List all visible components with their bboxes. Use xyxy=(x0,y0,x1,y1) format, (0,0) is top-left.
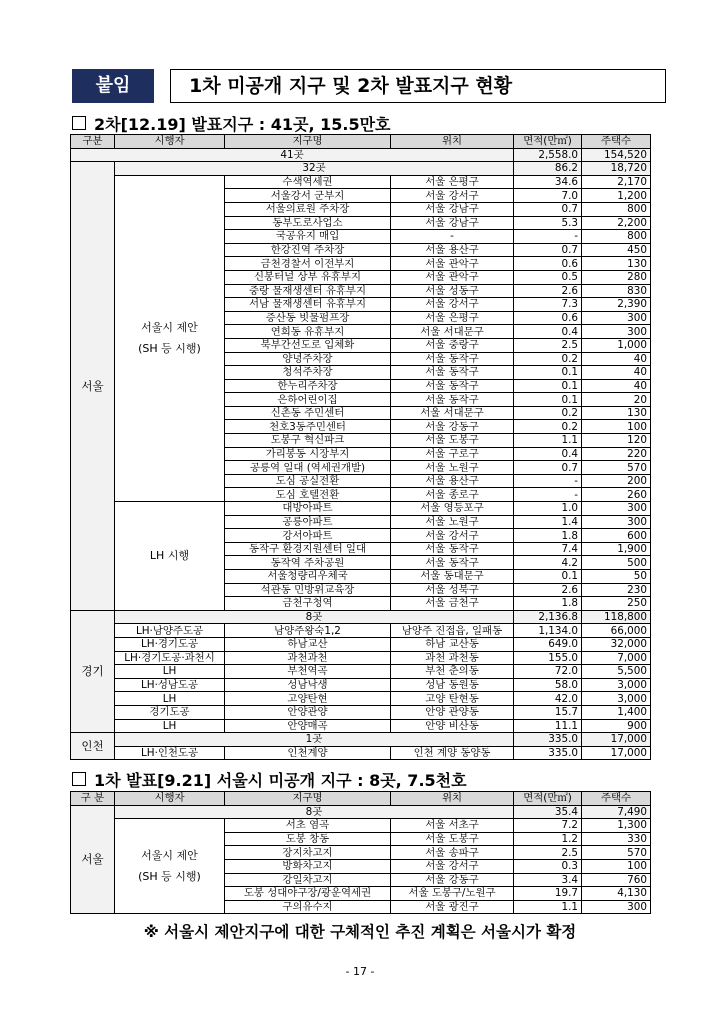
table-2nd-announcement xyxy=(70,134,651,760)
district-area: 0.2 xyxy=(514,420,582,434)
district-area: - xyxy=(514,488,582,502)
district-name: 공릉역 일대 (역세권개발) xyxy=(225,461,391,475)
subtotal-units: 118,800 xyxy=(582,610,651,624)
district-location: 하남 교산동 xyxy=(391,637,514,651)
district-name: 도심 호텔전환 xyxy=(225,488,391,502)
district-name: 부천역곡 xyxy=(225,665,391,679)
agent-group-line1: 서울시 제안 xyxy=(141,321,198,335)
district-units: 300 xyxy=(582,502,651,516)
district-location: 서울 성동구 xyxy=(391,284,514,298)
district-location: 서울 강서구 xyxy=(391,859,514,873)
district-name: 동부도로사업소 xyxy=(225,216,391,230)
district-area: - xyxy=(514,474,582,488)
region-incheon: 인천 xyxy=(71,733,115,760)
district-name: 금천경찰서 이전부지 xyxy=(225,257,391,271)
district-units: 7,000 xyxy=(582,651,651,665)
district-location: 서울 동작구 xyxy=(391,366,514,380)
district-area: 5.3 xyxy=(514,216,582,230)
agent-name: LH xyxy=(115,665,225,679)
district-units: 2,390 xyxy=(582,298,651,312)
district-units: 3,000 xyxy=(582,692,651,706)
district-area: 0.1 xyxy=(514,393,582,407)
subtotal-area: 35.4 xyxy=(514,805,582,819)
district-location: 서울 은평구 xyxy=(391,311,514,325)
col-area-header: 면적(만㎡) xyxy=(514,792,582,806)
district-name: 안양매곡 xyxy=(225,719,391,733)
district-name: 방화차고지 xyxy=(225,859,391,873)
district-name: 은하어린이집 xyxy=(225,393,391,407)
page-number: - 17 - xyxy=(345,965,375,978)
district-area: 0.6 xyxy=(514,257,582,271)
district-units: 1,400 xyxy=(582,705,651,719)
district-area: 15.7 xyxy=(514,705,582,719)
col-location-header: 위치 xyxy=(391,792,514,806)
district-location: 안양 비산동 xyxy=(391,719,514,733)
district-area: 1.1 xyxy=(514,900,582,914)
district-units: 1,200 xyxy=(582,189,651,203)
subtotal-label: 32곳 xyxy=(115,162,514,176)
district-name: 천호3동주민센터 xyxy=(225,420,391,434)
district-area: 0.2 xyxy=(514,406,582,420)
district-area: 0.5 xyxy=(514,270,582,284)
district-location: 서울 노원구 xyxy=(391,515,514,529)
district-location: 서울 노원구 xyxy=(391,461,514,475)
col-agent-header: 시행자 xyxy=(115,135,225,149)
district-name: 한누리주차장 xyxy=(225,379,391,393)
subtotal-label: 1곳 xyxy=(115,733,514,747)
district-name: 금천구청역 xyxy=(225,597,391,611)
district-location: 서울 동작구 xyxy=(391,393,514,407)
district-name: 인천계양 xyxy=(225,746,391,760)
district-name: 구의유수지 xyxy=(225,900,391,914)
district-units: 570 xyxy=(582,846,651,860)
district-name: 중랑 물재생센터 유휴부지 xyxy=(225,284,391,298)
district-name: 신촌동 주민센터 xyxy=(225,406,391,420)
district-location: 서울 강동구 xyxy=(391,873,514,887)
district-area: 0.4 xyxy=(514,325,582,339)
district-area: 0.7 xyxy=(514,243,582,257)
district-units: 300 xyxy=(582,311,651,325)
table-row xyxy=(71,819,651,833)
district-name: 서울의료원 주차장 xyxy=(225,202,391,216)
total-units: 154,520 xyxy=(582,148,651,162)
district-area: 1.1 xyxy=(514,434,582,448)
district-area: 3.4 xyxy=(514,873,582,887)
district-area: 0.1 xyxy=(514,366,582,380)
table-row xyxy=(71,175,651,189)
district-units: 600 xyxy=(582,529,651,543)
district-location: 서울 은평구 xyxy=(391,175,514,189)
district-location: 서울 중랑구 xyxy=(391,338,514,352)
district-name: 서초 염곡 xyxy=(225,819,391,833)
district-area: 0.7 xyxy=(514,461,582,475)
subtotal-label: 8곳 xyxy=(115,610,514,624)
district-name: 가리봉동 시장부지 xyxy=(225,447,391,461)
district-area: 34.6 xyxy=(514,175,582,189)
total-row xyxy=(71,148,651,162)
agent-name: LH·경기도공 xyxy=(115,637,225,651)
district-units: 760 xyxy=(582,873,651,887)
page-header xyxy=(72,69,648,103)
subtotal-area: 2,136.8 xyxy=(514,610,582,624)
district-area: 2.5 xyxy=(514,846,582,860)
district-name: 고양탄현 xyxy=(225,692,391,706)
col-units-header: 주택수 xyxy=(582,135,651,149)
district-location: 서울 서대문구 xyxy=(391,325,514,339)
col-units-header: 주택수 xyxy=(582,792,651,806)
district-units: 40 xyxy=(582,379,651,393)
district-units: 1,000 xyxy=(582,338,651,352)
district-location: 서울 관악구 xyxy=(391,270,514,284)
region-seoul: 서울 xyxy=(71,805,115,914)
district-area: 0.7 xyxy=(514,202,582,216)
col-district-header: 지구명 xyxy=(225,135,391,149)
attachment-badge: 붙임 xyxy=(72,69,154,103)
district-name: 서울청량리우체국 xyxy=(225,570,391,584)
subtotal-units: 7,490 xyxy=(582,805,651,819)
col-district-header: 지구명 xyxy=(225,792,391,806)
district-units: 260 xyxy=(582,488,651,502)
checkbox-square-icon xyxy=(72,116,86,130)
district-units: 830 xyxy=(582,284,651,298)
district-name: 수색역세권 xyxy=(225,175,391,189)
district-name: 강서아파트 xyxy=(225,529,391,543)
district-location: 서울 용산구 xyxy=(391,474,514,488)
district-location: 서울 강서구 xyxy=(391,529,514,543)
district-location: 서울 강동구 xyxy=(391,420,514,434)
table-row xyxy=(71,502,651,516)
district-name: 청석주차장 xyxy=(225,366,391,380)
district-location: 서울 용산구 xyxy=(391,243,514,257)
district-area: 0.1 xyxy=(514,379,582,393)
district-units: 40 xyxy=(582,366,651,380)
district-units: 100 xyxy=(582,859,651,873)
district-units: 500 xyxy=(582,556,651,570)
agent-group xyxy=(115,175,225,501)
agent-name: LH·인천도공 xyxy=(115,746,225,760)
district-name: 도심 공실전환 xyxy=(225,474,391,488)
district-units: 40 xyxy=(582,352,651,366)
district-units: 2,200 xyxy=(582,216,651,230)
district-location: 부천 춘의동 xyxy=(391,665,514,679)
district-area: 0.2 xyxy=(514,352,582,366)
district-location: 서울 도봉구 xyxy=(391,832,514,846)
agent-group-line2: (SH 등 시행) xyxy=(138,870,201,884)
district-name: 하남교산 xyxy=(225,637,391,651)
district-units: 300 xyxy=(582,325,651,339)
district-area: 7.3 xyxy=(514,298,582,312)
district-units: 570 xyxy=(582,461,651,475)
district-location: 서울 강남구 xyxy=(391,202,514,216)
district-units: 220 xyxy=(582,447,651,461)
district-name: 동작역 주차공원 xyxy=(225,556,391,570)
col-category-header: 구분 xyxy=(71,135,115,149)
district-units: 900 xyxy=(582,719,651,733)
table-row xyxy=(71,746,651,760)
table-header-row xyxy=(71,792,651,806)
agent-name: LH xyxy=(115,719,225,733)
agent-name: LH·남양주도공 xyxy=(115,624,225,638)
district-units: 450 xyxy=(582,243,651,257)
table-row xyxy=(71,692,651,706)
district-area: 335.0 xyxy=(514,746,582,760)
district-location: 서울 도봉구/노원구 xyxy=(391,887,514,901)
district-location: 서울 구로구 xyxy=(391,447,514,461)
district-location: 서울 강남구 xyxy=(391,216,514,230)
district-area: 2.6 xyxy=(514,284,582,298)
agent-group-line1: LH 시행 xyxy=(149,549,190,563)
district-name: 북부간선도로 입체화 xyxy=(225,338,391,352)
subtotal-units: 18,720 xyxy=(582,162,651,176)
district-name: 증산동 빗물펌프장 xyxy=(225,311,391,325)
district-name: 남양주왕숙1,2 xyxy=(225,624,391,638)
district-area: - xyxy=(514,230,582,244)
district-location: 서울 강서구 xyxy=(391,189,514,203)
district-location: 과천 과천동 xyxy=(391,651,514,665)
district-units: 800 xyxy=(582,202,651,216)
table-row xyxy=(71,624,651,638)
district-location: 서울 도봉구 xyxy=(391,434,514,448)
district-units: 120 xyxy=(582,434,651,448)
district-location: 서울 광진구 xyxy=(391,900,514,914)
district-units: 32,000 xyxy=(582,637,651,651)
agent-name: LH·경기도공·과천시 xyxy=(115,651,225,665)
agent-group-line2: (SH 등 시행) xyxy=(138,342,201,356)
district-location: 성남 동원동 xyxy=(391,678,514,692)
page-title: 1차 미공개 지구 및 2차 발표지구 현황 xyxy=(170,69,666,103)
district-area: 72.0 xyxy=(514,665,582,679)
district-area: 1.0 xyxy=(514,502,582,516)
table-row xyxy=(71,637,651,651)
district-area: 2.5 xyxy=(514,338,582,352)
district-units: 1,300 xyxy=(582,819,651,833)
district-name: 공릉아파트 xyxy=(225,515,391,529)
table-header-row xyxy=(71,135,651,149)
district-location: 서울 송파구 xyxy=(391,846,514,860)
district-location: 서울 금천구 xyxy=(391,597,514,611)
subtotal-area: 335.0 xyxy=(514,733,582,747)
table-1st-unannounced xyxy=(70,791,651,914)
district-location: 안양 관양동 xyxy=(391,705,514,719)
district-units: 100 xyxy=(582,420,651,434)
district-area: 0.6 xyxy=(514,311,582,325)
district-name: 도봉구 혁신파크 xyxy=(225,434,391,448)
district-units: 5,500 xyxy=(582,665,651,679)
table-row xyxy=(71,678,651,692)
district-units: 1,900 xyxy=(582,542,651,556)
district-units: 130 xyxy=(582,406,651,420)
district-units: 800 xyxy=(582,230,651,244)
agent-name: LH xyxy=(115,692,225,706)
district-units: 4,130 xyxy=(582,887,651,901)
district-area: 11.1 xyxy=(514,719,582,733)
table-row xyxy=(71,705,651,719)
district-name: 국공유지 매입 xyxy=(225,230,391,244)
district-name: 서남 물재생센터 유휴부지 xyxy=(225,298,391,312)
district-units: 3,000 xyxy=(582,678,651,692)
district-location: 서울 동대문구 xyxy=(391,570,514,584)
district-area: 649.0 xyxy=(514,637,582,651)
incheon-subtotal-row xyxy=(71,733,651,747)
district-area: 1.8 xyxy=(514,597,582,611)
district-area: 58.0 xyxy=(514,678,582,692)
district-units: 230 xyxy=(582,583,651,597)
district-units: 300 xyxy=(582,515,651,529)
district-name: 도봉 성대야구장/광운역세권 xyxy=(225,887,391,901)
district-units: 280 xyxy=(582,270,651,284)
district-location: 고양 탄현동 xyxy=(391,692,514,706)
district-area: 1.4 xyxy=(514,515,582,529)
district-location: - xyxy=(391,230,514,244)
col-agent-header: 시행자 xyxy=(115,792,225,806)
table-row xyxy=(71,719,651,733)
district-location: 서울 서초구 xyxy=(391,819,514,833)
district-units: 50 xyxy=(582,570,651,584)
district-units: 250 xyxy=(582,597,651,611)
region-gyeonggi: 경기 xyxy=(71,610,115,732)
total-area: 2,558.0 xyxy=(514,148,582,162)
district-units: 66,000 xyxy=(582,624,651,638)
agent-group xyxy=(115,819,225,914)
agent-name: LH·성남도공 xyxy=(115,678,225,692)
district-area: 7.4 xyxy=(514,542,582,556)
district-units: 130 xyxy=(582,257,651,271)
district-area: 1,134.0 xyxy=(514,624,582,638)
district-area: 19.7 xyxy=(514,887,582,901)
district-units: 20 xyxy=(582,393,651,407)
district-area: 0.1 xyxy=(514,570,582,584)
district-location: 서울 동작구 xyxy=(391,379,514,393)
section2-heading: 2차[12.19] 발표지구 : 41곳, 15.5만호 xyxy=(72,112,391,135)
district-name: 과천과천 xyxy=(225,651,391,665)
district-location: 서울 강서구 xyxy=(391,298,514,312)
seoul-subtotal-row xyxy=(71,162,651,176)
district-area: 0.4 xyxy=(514,447,582,461)
district-area: 4.2 xyxy=(514,556,582,570)
district-name: 장지차고지 xyxy=(225,846,391,860)
district-name: 도봉 창동 xyxy=(225,832,391,846)
district-units: 300 xyxy=(582,900,651,914)
district-location: 서울 동작구 xyxy=(391,352,514,366)
district-location: 서울 종로구 xyxy=(391,488,514,502)
district-name: 성남낙생 xyxy=(225,678,391,692)
footnote: ※ 서울시 제안지구에 대한 구체적인 추진 계획은 서울시가 확정 xyxy=(143,923,577,941)
district-name: 동작구 환경지원센터 일대 xyxy=(225,542,391,556)
gyeonggi-subtotal-row xyxy=(71,610,651,624)
district-area: 7.0 xyxy=(514,189,582,203)
district-location: 서울 동작구 xyxy=(391,542,514,556)
district-name: 연희동 유휴부지 xyxy=(225,325,391,339)
district-name: 한강진역 주차장 xyxy=(225,243,391,257)
district-name: 석관동 민방위교육장 xyxy=(225,583,391,597)
col-location-header: 위치 xyxy=(391,135,514,149)
agent-group xyxy=(115,502,225,611)
agent-name: 경기도공 xyxy=(115,705,225,719)
district-units: 330 xyxy=(582,832,651,846)
district-location: 인천 계양 동양동 xyxy=(391,746,514,760)
subtotal-area: 86.2 xyxy=(514,162,582,176)
col-area-header: 면적(만㎡) xyxy=(514,135,582,149)
district-name: 대방아파트 xyxy=(225,502,391,516)
district-name: 양녕주차장 xyxy=(225,352,391,366)
district-units: 17,000 xyxy=(582,746,651,760)
district-area: 1.8 xyxy=(514,529,582,543)
district-area: 2.6 xyxy=(514,583,582,597)
district-units: 2,170 xyxy=(582,175,651,189)
subtotal-units: 17,000 xyxy=(582,733,651,747)
section1-heading: 1차 발표[9.21] 서울시 미공개 지구 : 8곳, 7.5천호 xyxy=(72,768,467,791)
district-location: 남양주 진접읍, 일패동 xyxy=(391,624,514,638)
agent-group-line1: 서울시 제안 xyxy=(141,849,198,863)
district-area: 42.0 xyxy=(514,692,582,706)
district-units: 200 xyxy=(582,474,651,488)
district-name: 강일차고지 xyxy=(225,873,391,887)
table-row xyxy=(71,651,651,665)
district-area: 1.2 xyxy=(514,832,582,846)
district-location: 서울 동작구 xyxy=(391,556,514,570)
district-location: 서울 영등포구 xyxy=(391,502,514,516)
district-area: 7.2 xyxy=(514,819,582,833)
total-label: 41곳 xyxy=(71,148,514,162)
district-location: 서울 관악구 xyxy=(391,257,514,271)
district-area: 155.0 xyxy=(514,651,582,665)
district-location: 서울 서대문구 xyxy=(391,406,514,420)
district-name: 신봉터널 상부 유휴부지 xyxy=(225,270,391,284)
seoul-subtotal-row xyxy=(71,805,651,819)
region-seoul: 서울 xyxy=(71,162,115,611)
col-category-header: 구 분 xyxy=(71,792,115,806)
district-area: 0.3 xyxy=(514,859,582,873)
table-row xyxy=(71,665,651,679)
district-name: 안양관양 xyxy=(225,705,391,719)
checkbox-square-icon xyxy=(72,772,86,786)
district-name: 서울강서 군부지 xyxy=(225,189,391,203)
subtotal-label: 8곳 xyxy=(115,805,514,819)
district-location: 서울 성북구 xyxy=(391,583,514,597)
